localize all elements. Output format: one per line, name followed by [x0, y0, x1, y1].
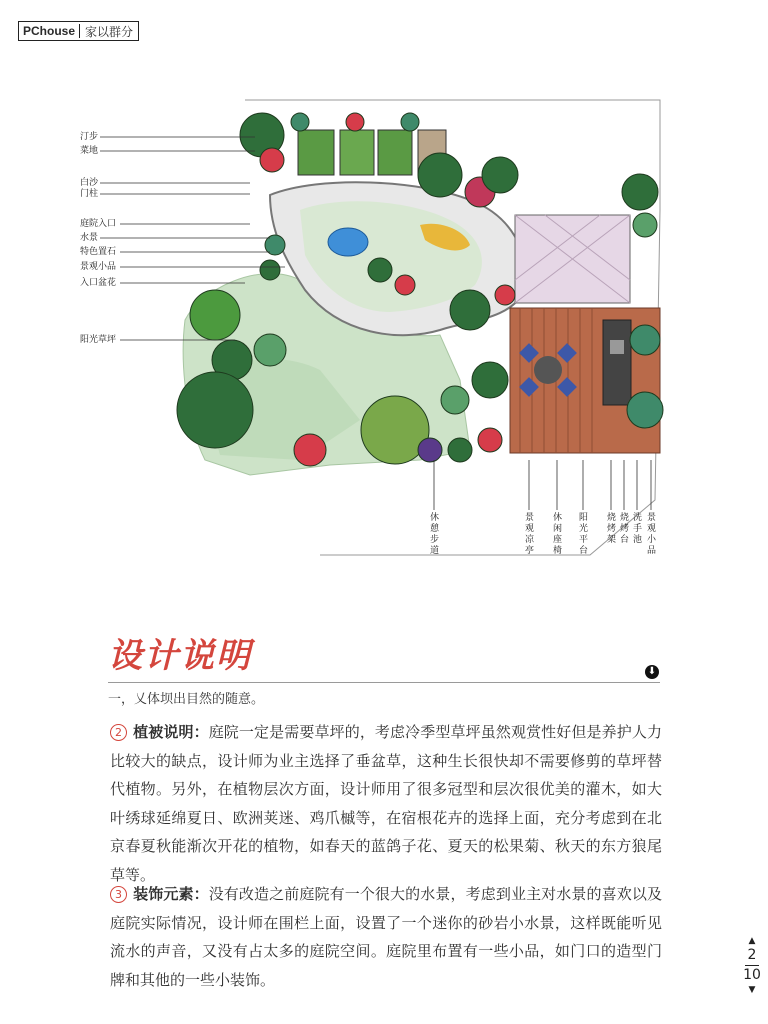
plan-label: 景观小品	[80, 262, 117, 272]
section-heading: 装饰元素：	[133, 885, 209, 903]
next-page-icon[interactable]: ▼	[748, 985, 756, 995]
plan-label-vertical: 休憩步道	[429, 513, 439, 556]
section-number: 3	[110, 886, 127, 903]
brand-name: PChouse	[19, 24, 80, 38]
plan-label: 门柱	[80, 189, 99, 199]
title-divider	[108, 682, 660, 683]
plan-label: 入口盆花	[80, 278, 117, 288]
plan-label: 汀步	[80, 132, 99, 142]
plan-label-vertical: 景观小品	[646, 513, 656, 556]
section-number: 2	[110, 724, 127, 741]
paragraph-decor	[110, 880, 662, 994]
plan-label-vertical: 阳光平台	[578, 513, 588, 556]
section-body: 没有改造之前庭院有一个很大的水景，考虑到业主对水景的喜欢以及庭院实际情况，设计师在围栏上面，设置了一个迷你的砂岩小水景，这样既能听见流水的声音，又没有占太多的庭院空间。庭院里布置有一些小品，如门口的造型门牌和其他的一些小装饰。	[110, 885, 662, 989]
section-body: 庭院一定是需要草坪的，考虑冷季型草坪虽然观赏性好但是养护人力比较大的缺点，设计师为业主选择了垂盆草，这种生长很快却不需要修剪的草坪替代植物。另外，在植物层次方面，设计师用了很多冠型和层次很优美的灌木，如大叶绣球延绵夏日、欧洲荚迷、鸡爪槭等，在宿根花卉的选择上面，充分考虑到在北京春夏秋能渐次开花的植物，如春天的蓝鸽子花、夏天的松果菊、秋天的东方狼尾草等。	[110, 723, 662, 884]
intro-text: 一，乂体坝出目然的随意。	[108, 692, 265, 707]
page-title: 设计说明	[108, 636, 252, 676]
plan-label-vertical: 烧烤架	[606, 513, 616, 545]
plan-label: 特色置石	[80, 247, 117, 257]
total-pages: 10	[743, 967, 761, 983]
brand-logo	[18, 21, 139, 41]
plan-label: 阳光草坪	[80, 335, 117, 345]
plan-label: 白沙	[80, 178, 99, 188]
plan-label-vertical: 休闲座椅	[552, 513, 562, 556]
paragraph-planting	[110, 718, 662, 889]
garden-plan	[0, 80, 768, 580]
current-page: 2	[747, 947, 757, 963]
plan-label-vertical: 景观凉亭	[524, 513, 534, 556]
plan-label: 菜地	[80, 146, 99, 156]
section-heading: 植被说明：	[133, 723, 209, 741]
garden-plan-drawing	[0, 80, 768, 580]
prev-page-icon[interactable]: ▲	[748, 936, 756, 946]
page-navigator	[740, 935, 764, 996]
page-divider	[745, 965, 759, 966]
plan-label-vertical: 洗手池	[632, 513, 642, 545]
brand-slogan: 家以群分	[85, 24, 134, 39]
plan-label: 庭院入口	[80, 219, 117, 229]
plan-label-vertical: 烧烤台	[619, 513, 629, 545]
plan-label: 水景	[80, 233, 99, 243]
download-icon[interactable]: ⬇	[645, 665, 659, 679]
